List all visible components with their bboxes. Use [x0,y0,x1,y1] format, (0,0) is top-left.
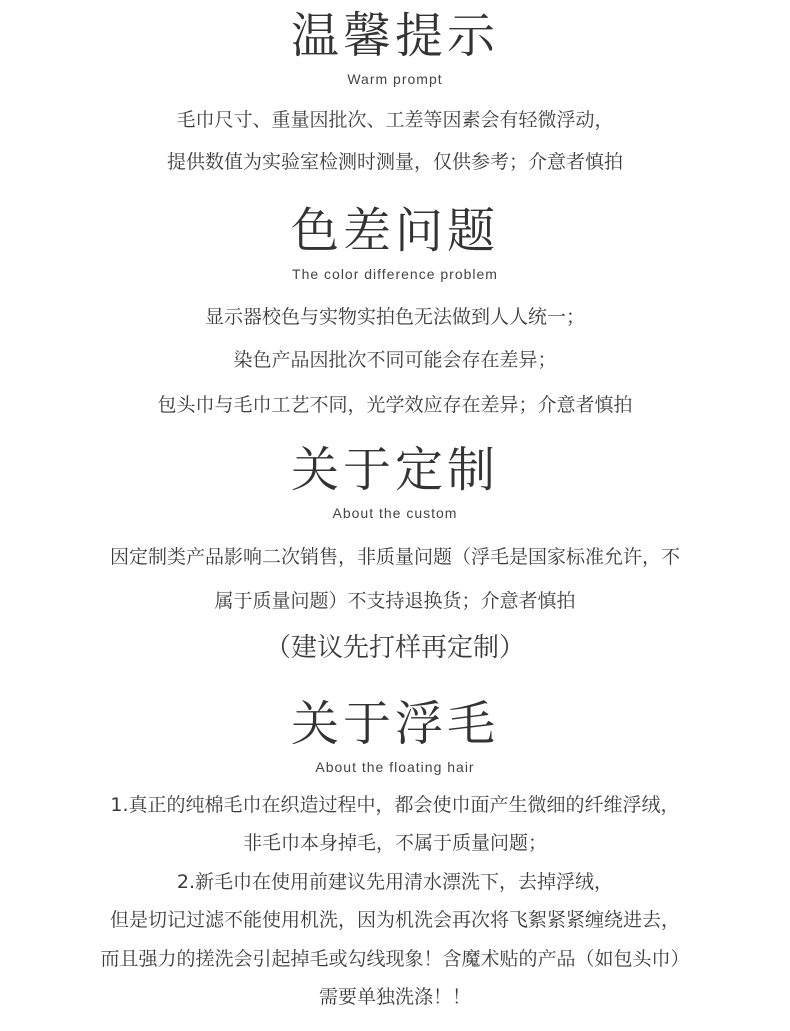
body-line: 显示器校色与实物实拍色无法做到人人统一； [204,306,585,328]
body-line-highlight: （建议先打样再定制） [264,633,525,663]
body-line: 而且强力的搓洗会引起掉毛或勾线现象！含魔术贴的产品（如包头巾） [100,948,690,970]
section-subtitle: About the custom [332,505,458,521]
body-line: 包头巾与毛巾工艺不同，光学效应存在差异；介意者慎拍 [157,394,633,416]
body-line: 染色产品因批次不同可能会存在差异； [233,349,557,371]
body-line: 1.真正的纯棉毛巾在织造过程中，都会使巾面产生微细的纤维浮绒， [110,794,680,816]
section-warm-prompt [0,8,790,88]
section-title: 色差问题 [290,203,499,259]
body-line: 需要单独洗涤！！ [318,986,471,1008]
section-subtitle: Warm prompt [347,71,443,87]
body-line: 非毛巾本身掉毛，不属于质量问题； [242,832,547,854]
body-line: 但是切记过滤不能使用机洗，因为机洗会再次将飞絮紧紧缠绕进去， [109,909,680,931]
section-title: 关于定制 [290,442,499,498]
body-line: 2.新毛巾在使用前建议先用清水漂洗下，去掉浮绒， [176,871,614,893]
section-color-difference [0,203,790,283]
section-subtitle: About the floating hair [315,759,475,775]
body-line: 因定制类产品影响二次销售，非质量问题（浮毛是国家标准允许，不 [109,546,680,568]
section-floating-hair [0,696,790,776]
body-line: 提供数值为实验室检测时测量，仅供参考；介意者慎拍 [166,151,623,173]
section-custom [0,442,790,522]
section-title: 关于浮毛 [290,696,499,752]
body-line: 毛巾尺寸、重量因批次、工差等因素会有轻微浮动， [176,109,614,131]
section-subtitle: The color difference problem [292,266,498,282]
section-title: 温馨提示 [290,8,499,64]
body-line: 属于质量问题）不支持退换货；介意者慎拍 [214,590,576,612]
